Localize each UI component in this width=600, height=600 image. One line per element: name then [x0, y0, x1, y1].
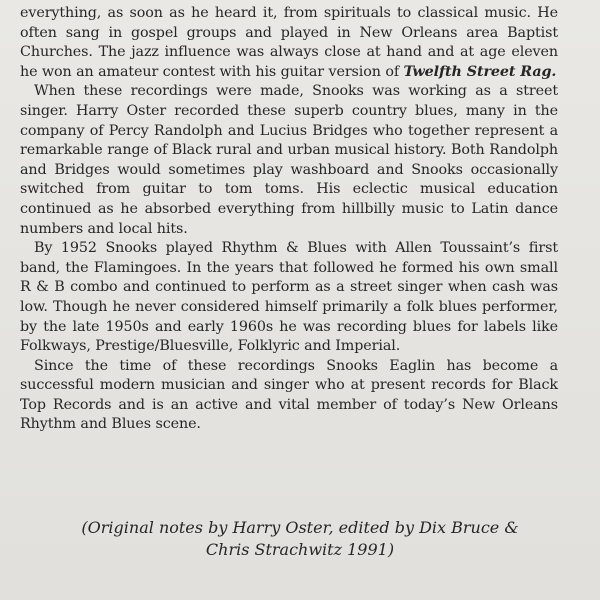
- paragraph-text: everything, as soon as he heard it, from spirituals to classical music. He often sang in gospel groups and played in New Orleans area Baptist Churches. The jazz influence was always close at hand and at age eleven he won an amateur contest with his guitar version of: [20, 5, 558, 80]
- credit-line-1: (Original notes by Harry Oster, edited by Dix Bruce &: [81, 518, 519, 537]
- credit-note: [0, 517, 600, 561]
- paragraph-rhythm-and-blues: By 1952 Snooks played Rhythm & Blues with Allen Toussaint’s first band, the Flamingoes. In the years that followed he formed his own small R & B combo and continued to perform as a street singer when cash was low. Though he never considered himself primarily a folk blues performer, by the late 1950s and early 1960s he was recording blues for labels like Folkways, Prestige/Bluesville, Folklyric and Imperial.: [20, 240, 558, 355]
- song-title-emphasis: Twelfth Street Rag.: [403, 63, 557, 80]
- paragraph-modern-career: Since the time of these recordings Snooks Eaglin has become a successful modern musician and singer who at present records for Black Top Records and is an active and vital member of today’s New Orleans Rhythm and Blues scene.: [20, 357, 558, 433]
- paragraph-street-singer: When these recordings were made, Snooks was working as a street singer. Harry Oster recorded these superb country blues, many in the company of Percy Randolph and Lucius Bridges who together represent a remarkable range of Black rural and urban musical history. Both Randolph and Bridges would sometimes play washboard and Snooks occasionally switched from guitar to tom toms. His eclectic musical education continued as he absorbed everything from hillbilly music to Latin dance numbers and local hits.: [20, 83, 558, 237]
- paragraph-continuation: [20, 4, 558, 82]
- credit-line-2: Chris Strachwitz 1991): [205, 540, 395, 559]
